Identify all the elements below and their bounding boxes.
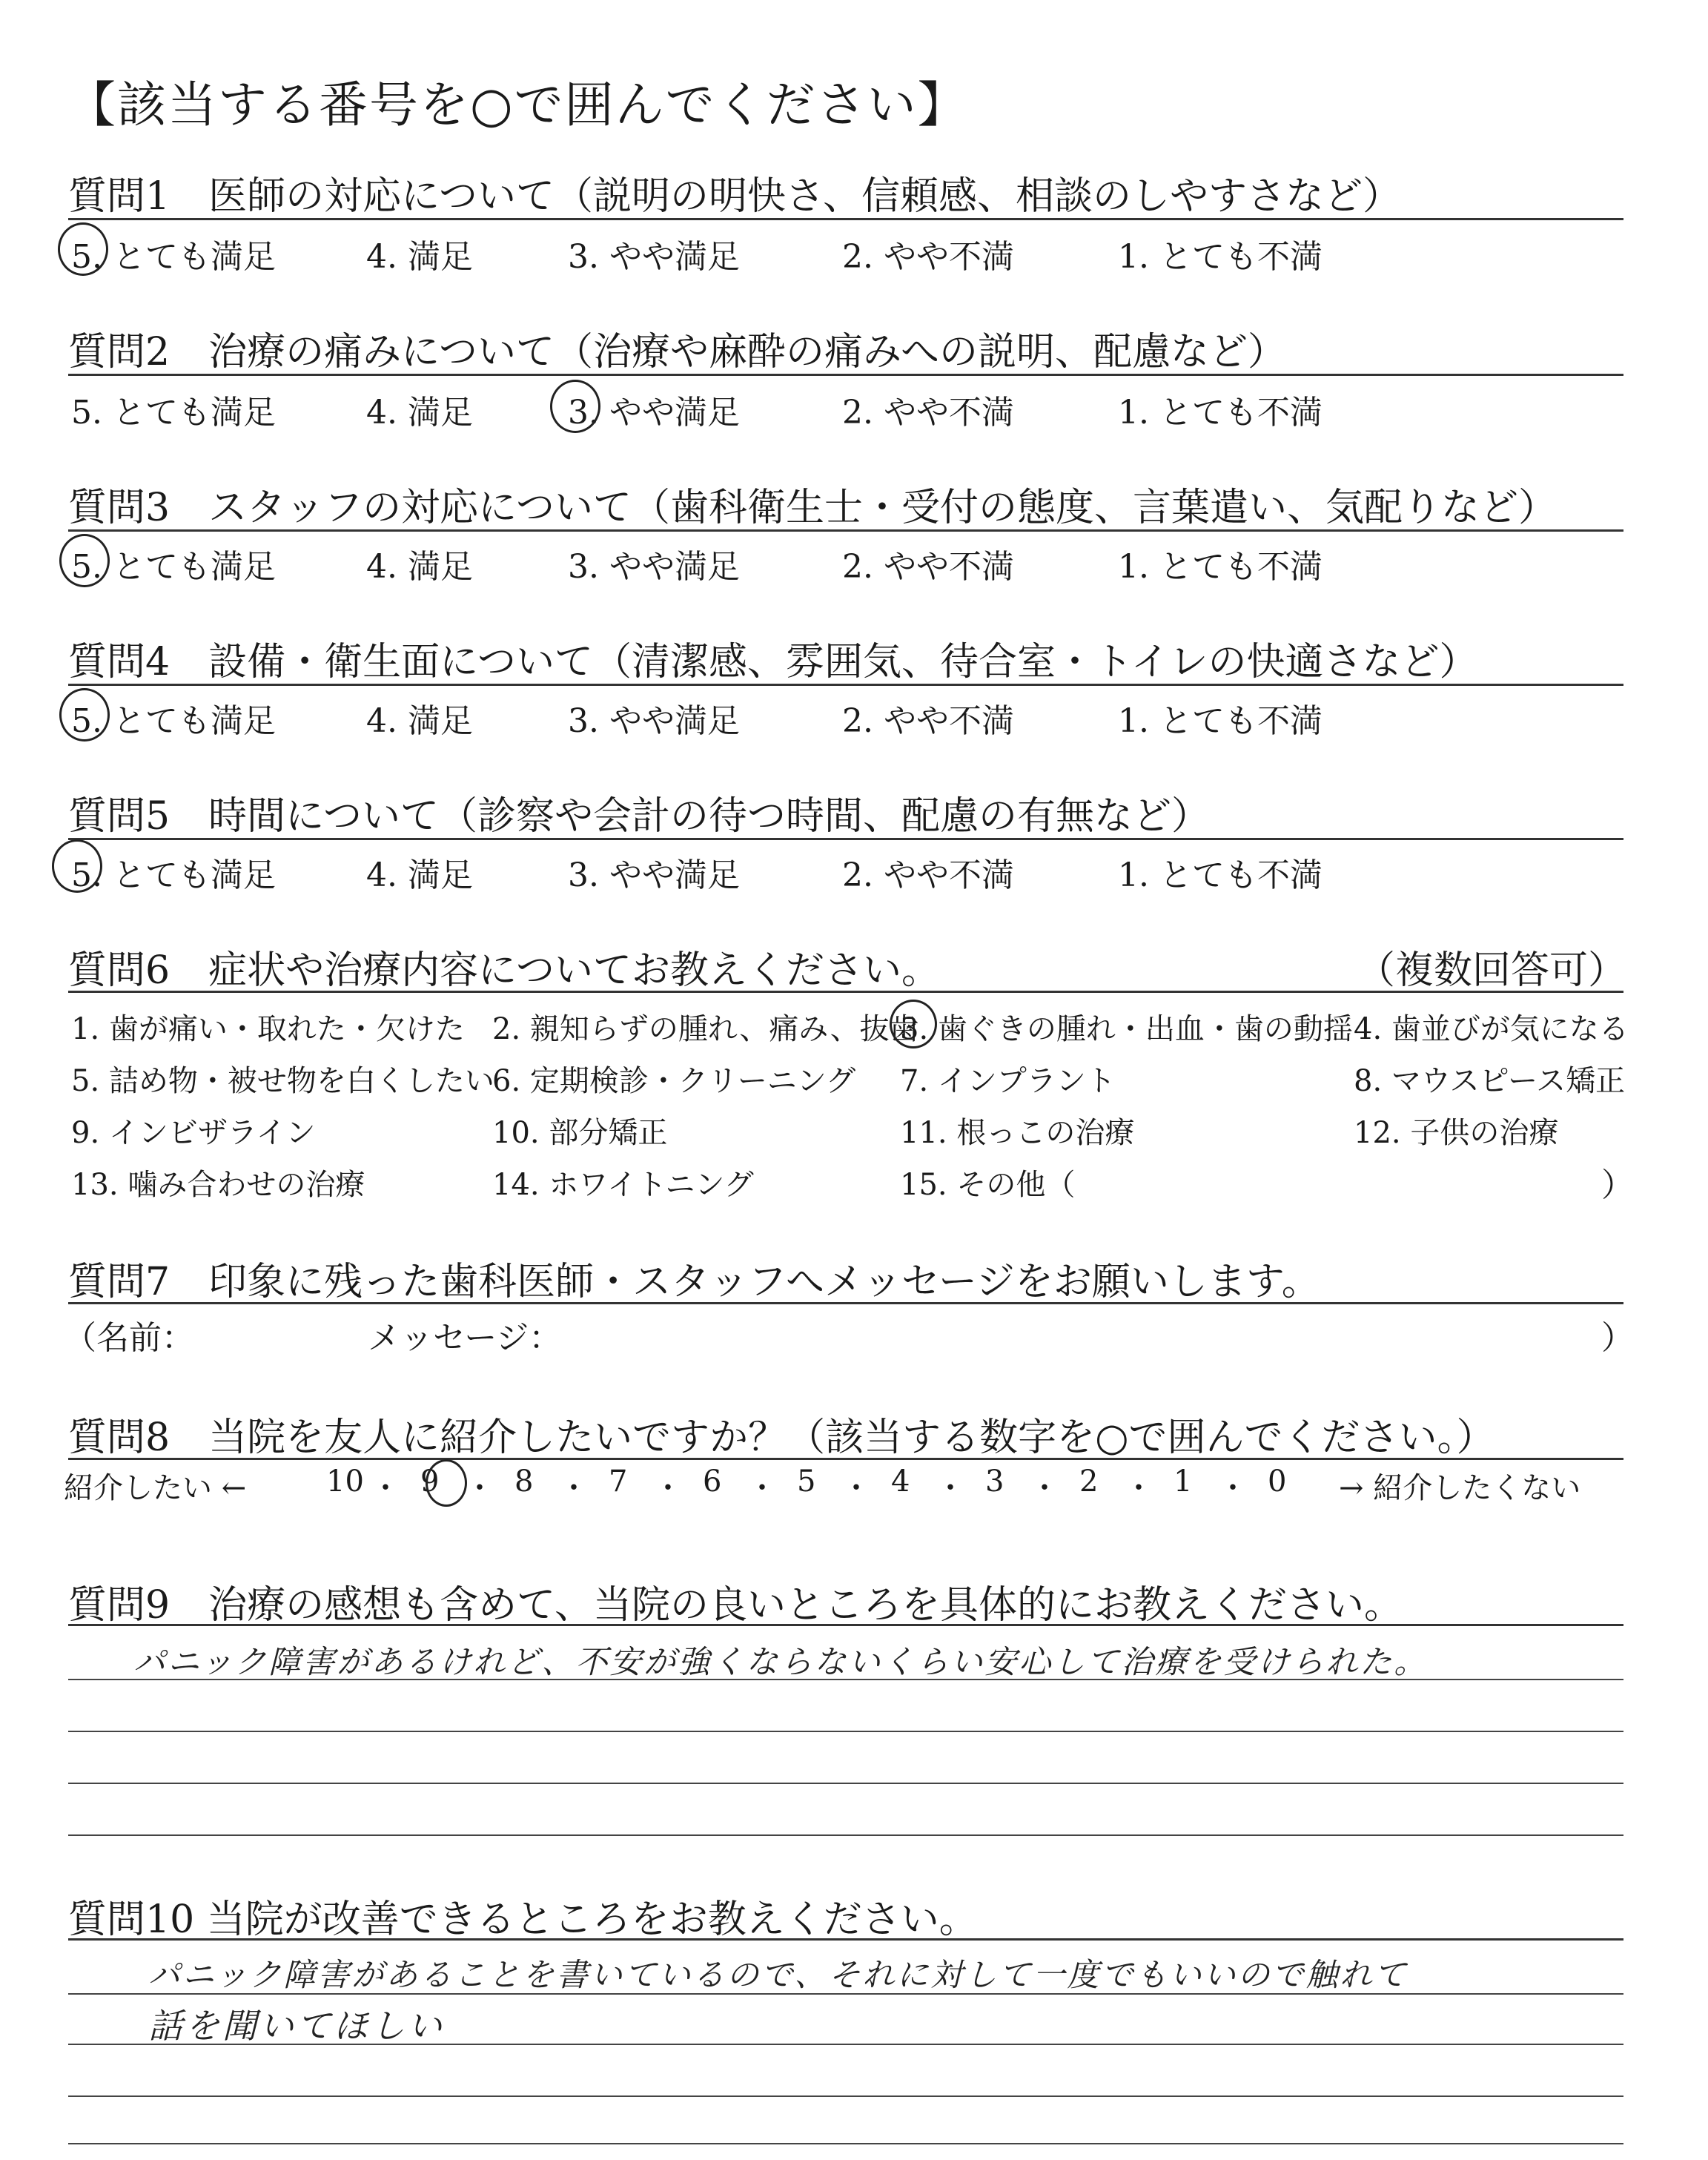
q8-answer-circle [426,1459,467,1507]
q4-option-2[interactable]: 2. やや不満 [842,702,1014,740]
scale-number-1[interactable]: 1 [1174,1464,1193,1499]
rule [68,218,1623,220]
q6-option-12[interactable]: 12. 子供の治療 [1354,1116,1559,1150]
q10-handwritten-answer-line1: パニック障害があることを書いているので、それに対して一度でもいいので触れて [148,1957,1409,1994]
q6-option-8[interactable]: 8. マウスピース矯正 [1354,1064,1626,1098]
q6-option-13[interactable]: 13. 噛み合わせの治療 [71,1168,365,1202]
q3-option-4[interactable]: 4. 満足 [366,548,473,586]
scale-number-7[interactable]: 7 [609,1464,628,1499]
scale-separator: ・ [841,1471,871,1505]
rule [68,1624,1623,1626]
q5-answer-circle [52,839,102,893]
q5-option-5[interactable]: 5. とても満足 [71,856,276,894]
rule [68,1302,1623,1304]
scale-number-0[interactable]: 0 [1268,1464,1287,1499]
q2-option-1[interactable]: 1. とても不満 [1118,394,1323,432]
question-10-title: 質問10 当院が改善できるところをお教えください。 [68,1898,978,1942]
q6-option-5[interactable]: 5. 詰め物・被せ物を白くしたい [71,1064,494,1098]
q4-option-5[interactable]: 5. とても満足 [71,702,276,740]
q6-option-6[interactable]: 6. 定期検診・クリーニング [492,1064,856,1098]
question-6-title: 質問6 症状や治療内容についてお教えください。 [68,948,941,993]
scale-separator: ・ [465,1471,494,1505]
question-2-title: 質問2 治療の痛みについて（治療や麻酔の痛みへの説明、配慮など） [68,330,1287,374]
question-9-title: 質問9 治療の感想も含めて、当院の良いところを具体的にお教えください。 [68,1583,1403,1628]
q3-option-1[interactable]: 1. とても不満 [1118,548,1323,586]
writing-line [68,2044,1623,2045]
q2-option-5[interactable]: 5. とても満足 [71,394,276,432]
q6-option-7[interactable]: 7. インプラント [900,1064,1116,1098]
q3-answer-circle [59,534,110,587]
q6-option-14[interactable]: 14. ホワイトニング [492,1168,754,1202]
scale-separator: ・ [371,1471,400,1505]
q4-answer-circle [59,688,110,742]
instruction-heading: 【該当する番号を○で囲んでください】 [67,76,968,133]
q5-option-1[interactable]: 1. とても不満 [1118,856,1323,894]
question-7-title: 質問7 印象に残った歯科医師・スタッフへメッセージをお願いします。 [68,1260,1320,1304]
writing-line [68,1993,1623,1995]
scale-number-2[interactable]: 2 [1079,1464,1099,1499]
writing-line [68,1834,1623,1836]
rule [68,991,1623,993]
q4-option-4[interactable]: 4. 満足 [366,702,473,740]
q6-option-4[interactable]: 4. 歯並びが気になる [1354,1012,1629,1046]
message-label: メッセージ： [368,1319,562,1357]
multiple-answer-note: （複数回答可） [1357,948,1627,993]
question-8-title: 質問8 当院を友人に紹介したいですか？（該当する数字を○で囲んでください。） [68,1416,1495,1460]
q3-option-2[interactable]: 2. やや不満 [842,548,1014,586]
scale-separator: ・ [1124,1471,1153,1505]
scale-separator: ・ [1218,1471,1248,1505]
q6-option-1[interactable]: 1. 歯が痛い・取れた・欠けた [71,1012,465,1046]
scale-number-5[interactable]: 5 [797,1464,816,1499]
scale-number-6[interactable]: 6 [703,1464,722,1499]
rule [68,1458,1623,1460]
question-5-title: 質問5 時間について（診察や会計の待つ時間、配慮の有無など） [68,794,1211,839]
writing-line [68,1679,1623,1680]
rule [68,838,1623,840]
q6-option-2[interactable]: 2. 親知らずの腫れ、痛み、抜歯 [492,1012,919,1046]
rule [68,684,1623,686]
q5-option-4[interactable]: 4. 満足 [366,856,473,894]
message-close-paren: ） [1601,1319,1634,1357]
q9-handwritten-answer: パニック障害があるけれど、不安が強くならないくらい安心して治療を受けられた。 [133,1644,1429,1681]
scale-number-8[interactable]: 8 [514,1464,534,1499]
q6-option-3[interactable]: 3. 歯ぐきの腫れ・出血・歯の動揺 [900,1012,1353,1046]
scale-separator: ・ [559,1471,589,1505]
q4-option-1[interactable]: 1. とても不満 [1118,702,1323,740]
q3-option-5[interactable]: 5. とても満足 [71,548,276,586]
q4-option-3[interactable]: 3. やや満足 [568,702,740,740]
rule [68,374,1623,376]
recommend-right-label: → 紹介したくない [1339,1471,1581,1505]
q5-option-2[interactable]: 2. やや不満 [842,856,1014,894]
question-4-title: 質問4 設備・衛生面について（清潔感、雰囲気、待合室・トイレの快適さなど） [68,640,1478,684]
q1-option-1[interactable]: 1. とても不満 [1118,238,1323,276]
scale-number-10[interactable]: 10 [326,1464,364,1499]
scale-separator: ・ [936,1471,965,1505]
question-3-title: 質問3 スタッフの対応について（歯科衛生士・受付の態度、言葉遣い、気配りなど） [68,486,1558,530]
q1-option-4[interactable]: 4. 満足 [366,238,473,276]
other-close-paren: ） [1601,1166,1634,1204]
scale-number-3[interactable]: 3 [985,1464,1004,1499]
writing-line [68,1783,1623,1784]
rule [68,1938,1623,1941]
q1-option-5[interactable]: 5. とても満足 [71,238,276,276]
writing-line [68,2095,1623,2097]
q6-option-10[interactable]: 10. 部分矯正 [492,1116,668,1150]
recommend-left-label: 紹介したい ← [64,1471,247,1505]
rule [68,529,1623,532]
q6-option-11[interactable]: 11. 根っこの治療 [900,1116,1135,1150]
scale-separator: ・ [1030,1471,1059,1505]
writing-line [68,1731,1623,1732]
scale-number-4[interactable]: 4 [891,1464,910,1499]
question-1-title: 質問1 医師の対応について（説明の明快さ、信頼感、相談のしやすさなど） [68,174,1401,219]
q2-option-4[interactable]: 4. 満足 [366,394,473,432]
q6-answer-circle [890,1000,937,1048]
scale-separator: ・ [747,1471,777,1505]
name-label: （名前： [64,1319,194,1357]
scale-separator: ・ [653,1471,683,1505]
q1-option-3[interactable]: 3. やや満足 [568,238,740,276]
q6-option-9[interactable]: 9. インビザライン [71,1116,316,1150]
q6-option-15[interactable]: 15. その他（ [900,1168,1076,1202]
q1-option-2[interactable]: 2. やや不満 [842,238,1014,276]
q2-answer-circle [550,380,600,433]
q10-handwritten-answer-line2: 話を聞いてほしい [148,2006,445,2046]
q1-answer-circle [58,222,108,276]
q2-option-3[interactable]: 3. やや満足 [568,394,740,432]
writing-line [68,2143,1623,2144]
q3-option-3[interactable]: 3. やや満足 [568,548,740,586]
scale-number-9[interactable]: 9 [420,1464,440,1499]
q2-option-2[interactable]: 2. やや不満 [842,394,1014,432]
q5-option-3[interactable]: 3. やや満足 [568,856,740,894]
